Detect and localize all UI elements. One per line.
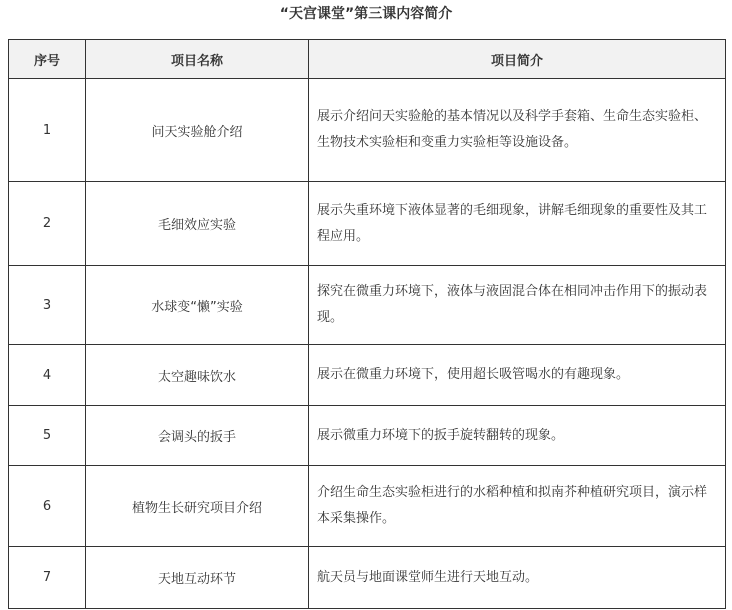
row-number: 7 xyxy=(9,547,86,609)
row-number: 6 xyxy=(9,466,86,547)
column-header-description: 项目简介 xyxy=(309,40,726,79)
row-number: 2 xyxy=(9,182,86,266)
row-description: 展示介绍问天实验舱的基本情况以及科学手套箱、生命生态实验柜、生物技术实验柜和变重力实验柜等设施设备。 xyxy=(309,79,726,182)
row-name: 天地互动环节 xyxy=(86,547,309,609)
column-header-number: 序号 xyxy=(9,40,86,79)
row-description: 介绍生命生态实验柜进行的水稻种植和拟南芥种植研究项目，演示样本采集操作。 xyxy=(309,466,726,547)
row-name: 会调头的扳手 xyxy=(86,406,309,466)
page-title: “天宫课堂”第三课内容简介 xyxy=(279,6,453,22)
table-row xyxy=(9,79,726,182)
row-number: 5 xyxy=(9,406,86,466)
table-header-row xyxy=(9,40,726,79)
table-row xyxy=(9,266,726,345)
row-description: 展示失重环境下液体显著的毛细现象，讲解毛细现象的重要性及其工程应用。 xyxy=(309,182,726,266)
content-table xyxy=(8,39,726,609)
row-number: 3 xyxy=(9,266,86,345)
row-name: 水球变“懒”实验 xyxy=(86,266,309,345)
row-name: 问天实验舱介绍 xyxy=(86,79,309,182)
row-description: 探究在微重力环境下，液体与液固混合体在相同冲击作用下的振动表现。 xyxy=(309,266,726,345)
table-row xyxy=(9,466,726,547)
table-row xyxy=(9,345,726,406)
row-number: 1 xyxy=(9,79,86,182)
table-row xyxy=(9,182,726,266)
row-name: 植物生长研究项目介绍 xyxy=(86,466,309,547)
column-header-name: 项目名称 xyxy=(86,40,309,79)
row-number: 4 xyxy=(9,345,86,406)
row-name: 毛细效应实验 xyxy=(86,182,309,266)
row-description: 航天员与地面课堂师生进行天地互动。 xyxy=(309,547,726,609)
table-row xyxy=(9,547,726,609)
table-row xyxy=(9,406,726,466)
row-name: 太空趣味饮水 xyxy=(86,345,309,406)
row-description: 展示在微重力环境下，使用超长吸管喝水的有趣现象。 xyxy=(309,345,726,406)
row-description: 展示微重力环境下的扳手旋转翻转的现象。 xyxy=(309,406,726,466)
